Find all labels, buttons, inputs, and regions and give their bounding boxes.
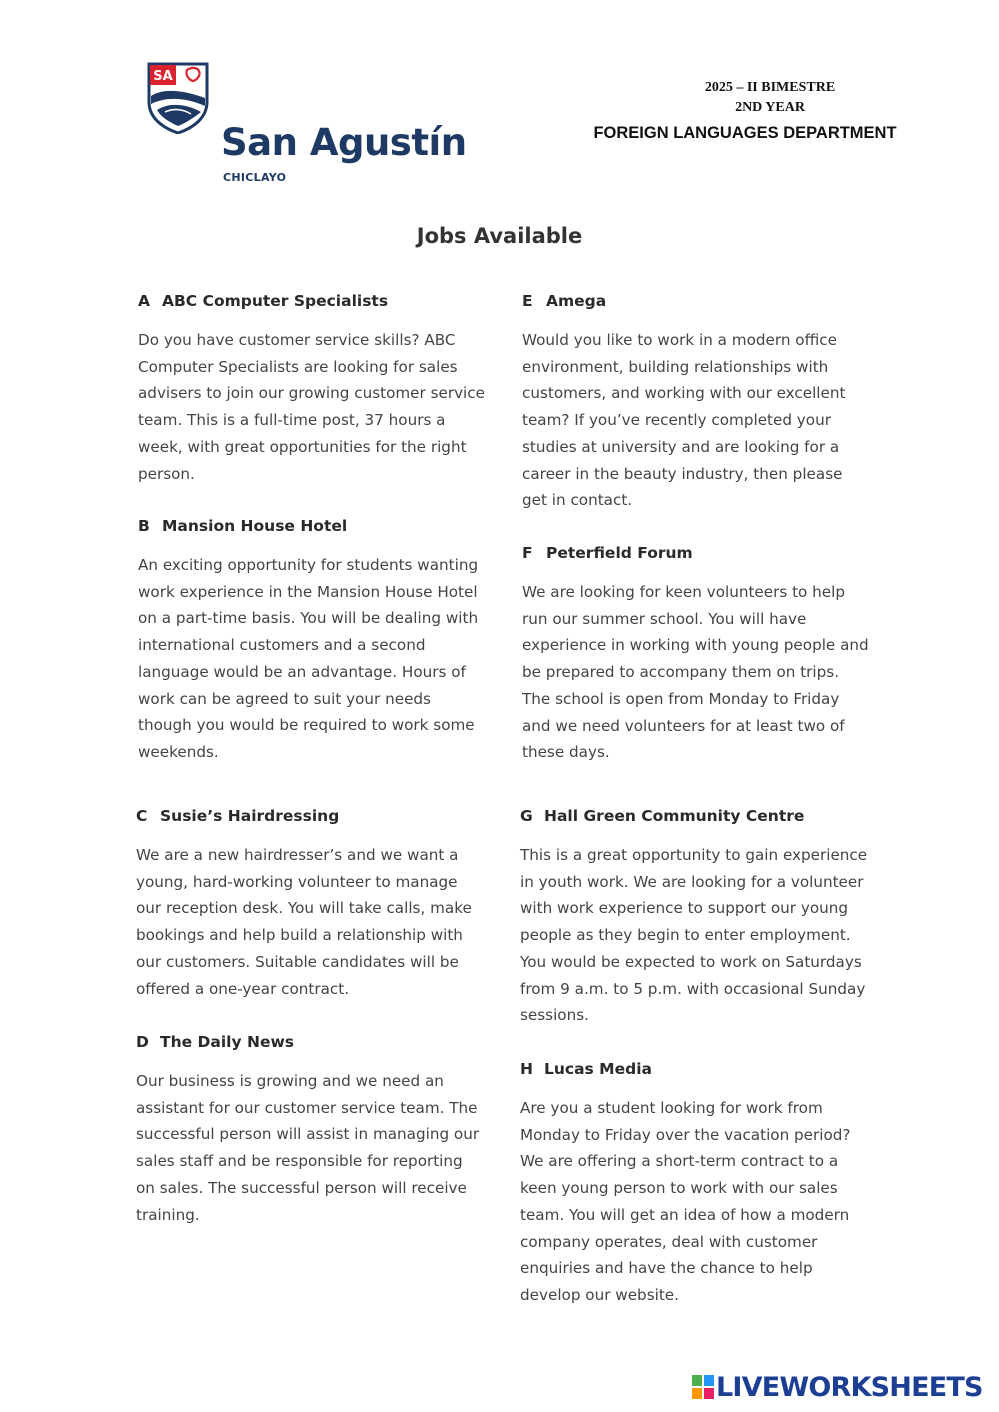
liveworksheets-text: LIVEWORKSHEETS <box>716 1371 983 1403</box>
job-letter: A <box>138 292 150 310</box>
job-description: This is a great opportunity to gain experience in youth work. We are looking for a volunteer with work experience to support our young people as they begin to enter employment. You would be expected to work on Saturdays from 9 a.m. to 5 p.m. with occasional Sunday sessions. <box>520 846 868 1025</box>
department-label: FOREIGN LANGUAGES DEPARTMENT <box>593 124 897 142</box>
job-heading <box>138 517 488 535</box>
document-header <box>560 78 920 143</box>
job-d <box>136 1033 486 1228</box>
school-name: San Agustín <box>221 121 467 164</box>
job-name: Susie’s Hairdressing <box>160 807 340 825</box>
job-letter: G <box>520 807 533 825</box>
job-name: Amega <box>546 292 607 310</box>
job-letter: D <box>136 1033 149 1051</box>
job-name: The Daily News <box>160 1033 294 1051</box>
job-letter: B <box>138 517 150 535</box>
job-heading <box>136 1033 486 1051</box>
job-description: Are you a student looking for work from Monday to Friday over the vacation period? We are offering a short-term contract to a keen young person to work with our sales team. You will get an idea of how a modern company operates, deal with customer enquiries and have the chance to help develop our website. <box>520 1099 851 1304</box>
job-description: Do you have customer service skills? ABC Computer Specialists are looking for sales advisers to join our growing customer service team. This is a full-time post, 37 hours a week, with great opportunities for the right person. <box>138 331 485 483</box>
job-heading <box>522 292 872 310</box>
job-heading <box>520 1060 870 1078</box>
job-letter: F <box>522 544 533 562</box>
job-name: Lucas Media <box>544 1060 652 1078</box>
liveworksheets-icon <box>692 1375 714 1399</box>
job-letter: H <box>520 1060 533 1078</box>
job-letter: C <box>136 807 148 825</box>
job-heading <box>138 292 488 310</box>
liveworksheets-brand <box>692 1372 983 1402</box>
job-description: We are a new hairdresser’s and we want a young, hard-working volunteer to manage our reception desk. You will take calls, make bookings and help build a relationship with our customers. Suitable candidates will be offered a one-year contract. <box>136 846 472 998</box>
job-h <box>520 1060 870 1309</box>
page-title: Jobs Available <box>416 224 583 248</box>
school-logo <box>147 62 467 184</box>
job-name: Hall Green Community Centre <box>544 807 805 825</box>
job-heading <box>522 544 872 562</box>
job-name: Mansion House Hotel <box>162 517 348 535</box>
job-a <box>138 292 488 487</box>
year-label: 2ND YEAR <box>735 100 805 115</box>
shield-icon <box>147 62 209 134</box>
job-f <box>522 544 872 766</box>
job-name: Peterfield Forum <box>546 544 693 562</box>
job-description: An exciting opportunity for students wanting work experience in the Mansion House Hotel on a part-time basis. You will be dealing with international customers and a second language would be an advantage. Hours of work can be agreed to suit your needs though you would be required to work some weekends. <box>138 556 479 761</box>
job-heading <box>136 807 486 825</box>
job-description: Our business is growing and we need an assistant for our customer service team. The successful person will assist in managing our sales staff and be responsible for reporting on sales. The successful person will receive training. <box>136 1072 480 1224</box>
logo-badge: SA <box>153 69 173 84</box>
job-b <box>138 517 488 766</box>
job-g <box>520 807 870 1029</box>
period-label: 2025 – II BIMESTRE <box>704 80 836 95</box>
job-description: We are looking for keen volunteers to help run our summer school. You will have experience in working with young people and be prepared to accompany them on trips. The school is open from Monday to Friday and we need volunteers for at least two of these days. <box>522 583 869 762</box>
job-description: Would you like to work in a modern office environment, building relationships with customers, and working with our excellent team? If you’ve recently completed your studies at university and are looking for a career in the beauty industry, then please get in contact. <box>522 331 846 510</box>
job-c <box>136 807 486 1002</box>
job-letter: E <box>522 292 533 310</box>
school-city: CHICLAYO <box>223 171 287 184</box>
job-name: ABC Computer Specialists <box>162 292 389 310</box>
job-e <box>522 292 872 514</box>
job-heading <box>520 807 870 825</box>
